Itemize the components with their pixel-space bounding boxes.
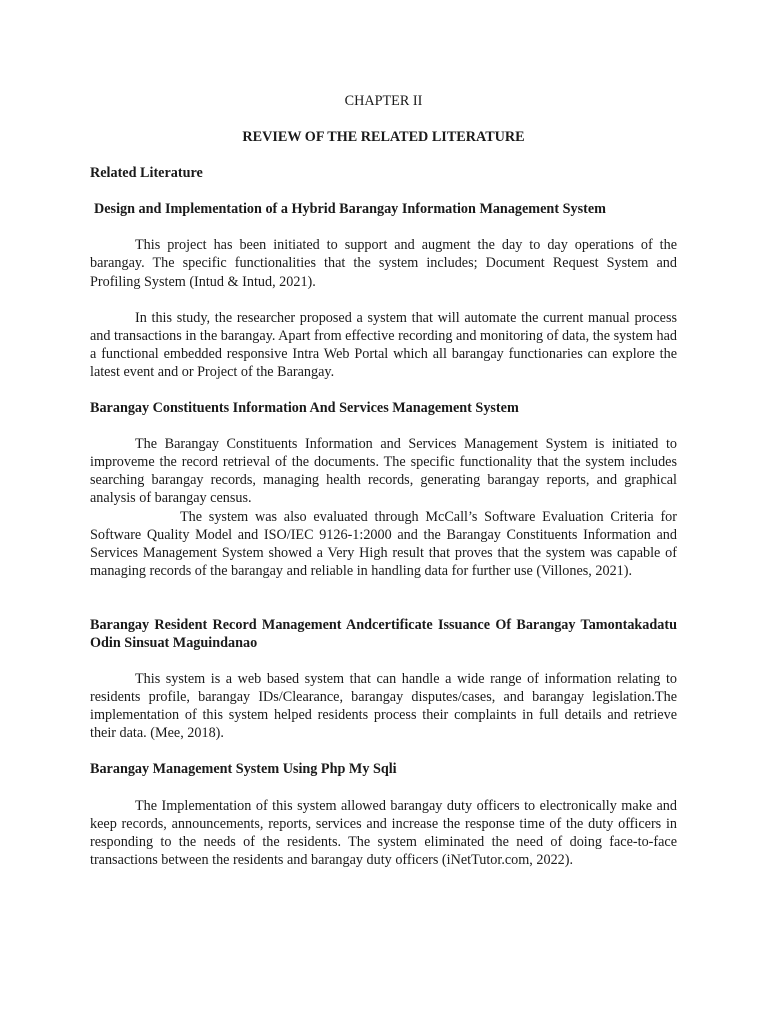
study-heading: Barangay Resident Record Management Andcertificate Issuance Of Barangay Tamontakadatu Odin Sinsuat Maguindanao — [90, 616, 677, 651]
chapter-label: CHAPTER II — [344, 93, 423, 109]
study-heading: Barangay Management System Using Php My Sqli — [90, 761, 397, 778]
study-paragraph: This system is a web based system that can handle a wide range of information relating to residents profile, barangay IDs/Clearance, barangay disputes/cases, and barangay legislation.The implementation of this system helped residents process their complaints in full details and retrieve their data. (Mee, 2018). — [90, 671, 677, 742]
study-paragraph: In this study, the researcher proposed a system that will automate the current manual process and transactions in the barangay. Apart from effective recording and monitoring of data, the system had a functional embedded responsive Intra Web Portal which all barangay functionaries can explore the latest event and or Project of the Barangay. — [90, 309, 678, 380]
study-paragraph: The system was also evaluated through McCall’s Software Evaluation Criteria for Software Quality Model and ISO/IEC 9126-1:2000 and the Barangay Constituents Information and Services Management System showed a Very High result that proves that the system was capable of managing records of the barangay and reliable in handling data for further use (Villones, 2021). — [90, 508, 677, 579]
document-page — [90, 92, 677, 887]
study-paragraph: The Implementation of this system allowed barangay duty officers to electronically make and keep records, announcements, reports, services and increase the response time of the duty officers in responding to the needs of the residents. The system eliminated the need of doing face-to-face transactions between the residents and barangay duty officers (iNetTutor.com, 2022). — [90, 797, 677, 868]
section-label: Related Literature — [90, 165, 203, 182]
study-heading: Design and Implementation of a Hybrid Barangay Information Management System — [94, 201, 606, 218]
study-paragraph: This project has been initiated to support and augment the day to day operations of the barangay. The specific functionalities that the system includes; Document Request System and Profiling System (Intud & Intud, 2021). — [90, 237, 677, 290]
page-title: REVIEW OF THE RELATED LITERATURE — [242, 129, 525, 146]
study-paragraph: The Barangay Constituents Information and Services Management System is initiated to improveme the record retrieval of the documents. The specific functionality that the system includes searching barangay records, managing health records, generating barangay reports, and graphical analysis of barangay census. — [90, 436, 677, 507]
study-heading: Barangay Constituents Information And Services Management System — [90, 400, 519, 417]
spacer — [90, 598, 677, 616]
